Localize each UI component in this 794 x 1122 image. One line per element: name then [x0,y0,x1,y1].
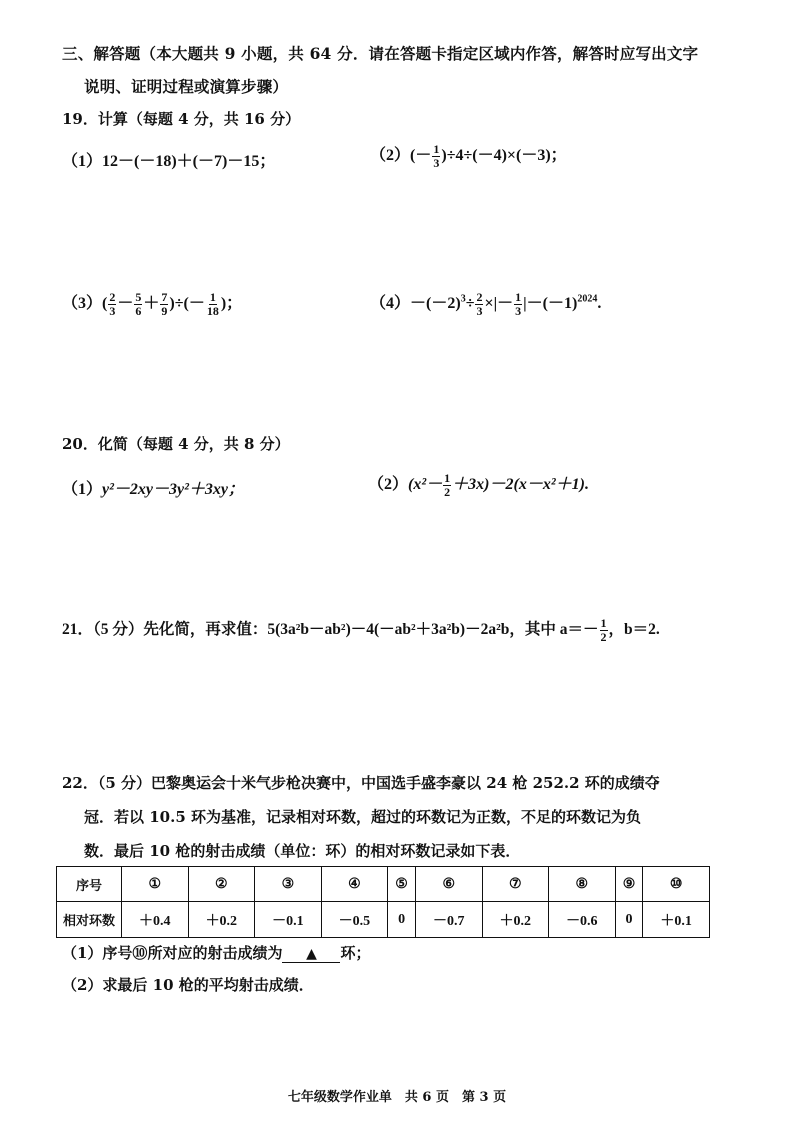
table-cell: ① [122,867,189,902]
table-cell: －0.6 [549,902,616,938]
fraction: $\frac{1}{3}$ [515,289,522,318]
fraction: $\frac{2}{3}$ [109,289,116,318]
q22-line1: 22．（5 分）巴黎奥运会十米气步枪决赛中，中国选手盛李豪以 24 枪 252.2 环的成绩夺 [62,774,660,792]
table-cell: －0.1 [255,902,322,938]
fraction: $\frac{1}{2}$ [600,616,607,644]
table-row [57,902,710,938]
page-footer: 七年级数学作业单 共 6 页 第 3 页 [287,1090,507,1105]
table-cell: ④ [321,867,388,902]
answer-blank[interactable]: ▲ [282,946,340,963]
section-heading-line1: 三、解答题（本大题共 9 小题，共 64 分．请在答题卡指定区域内作答，解答时应写出文字 [62,44,699,63]
table-cell: ⑦ [482,867,549,902]
fraction: $\frac{1}{3}$ [433,141,440,170]
section-heading-line2: 说明、证明过程或演算步骤） [84,77,289,96]
q19-part4: $(4)-(-2)^3\div$ $\frac{2}{3}$ ×|－ $\frac{1}{3}$ $|-(-1)^{2024}$. [370,289,602,318]
q20-title: 20．化简（每题 4 分，共 8 分） [62,435,290,453]
table-row-label: 相对环数 [57,902,122,938]
table-cell: ③ [255,867,322,902]
q19-part3: （3）( $\frac{2}{3}$ － $\frac{5}{6}$ ＋ $\frac{7}{9}$ )÷(－ $\frac{1}{18}$ )； [62,289,243,318]
fraction: $\frac{5}{6}$ [135,289,142,318]
q21-text: 21．（5 分）先化简，再求值：5(3a²b－ab²)－4(－ab²＋3a²b)－2a²b，其中 a＝－ $\frac{1}{2}$ ，b＝2. [62,616,660,644]
table-cell: ⑤ [388,867,416,902]
table-cell: ＋0.4 [122,902,189,938]
q20-part1: （1）y²－2xy－3y²＋3xy； [62,481,245,498]
q22-line2: 冠．若以 10.5 环为基准，记录相对环数，超过的环数记为正数，不足的环数记为负 [84,808,641,826]
q19-part1: （1）12－(－18)＋(－7)－15； [62,153,276,170]
relative-score-table [56,866,710,938]
fraction: $\frac{1}{2}$ [444,470,451,499]
table-cell: 0 [615,902,643,938]
table-cell: ⑥ [415,867,482,902]
table-cell: ＋0.1 [643,902,710,938]
q22-line3: 数．最后 10 枪的射击成绩（单位：环）的相对环数记录如下表． [84,842,521,860]
fraction: $\frac{7}{9}$ [161,289,168,318]
q19-title: 19．计算（每题 4 分，共 16 分） [62,110,301,128]
q19-part2: （2）(－ $\frac{1}{3}$ )÷4÷(－4)×(－3)； [370,141,567,170]
table-cell: ＋0.2 [482,902,549,938]
q20-part2: （2）(x²－ $\frac{1}{2}$ ＋3x)－2(x－x²＋1). [368,470,589,499]
table-cell: ② [188,867,255,902]
table-cell: ⑨ [615,867,643,902]
table-cell: －0.7 [415,902,482,938]
table-cell: ⑩ [643,867,710,902]
table-cell: ＋0.2 [188,902,255,938]
table-row [57,867,710,902]
fraction: $\frac{1}{18}$ [206,289,219,318]
q22-sub1: （1）序号⑩所对应的射击成绩为 ▲ 环； [62,944,371,962]
fraction: $\frac{2}{3}$ [476,289,483,318]
q22-sub2: （2）求最后 10 枪的平均射击成绩． [62,976,314,994]
table-cell: ⑧ [549,867,616,902]
table-cell: 0 [388,902,416,938]
table-header-label: 序号 [57,867,122,902]
table-cell: －0.5 [321,902,388,938]
